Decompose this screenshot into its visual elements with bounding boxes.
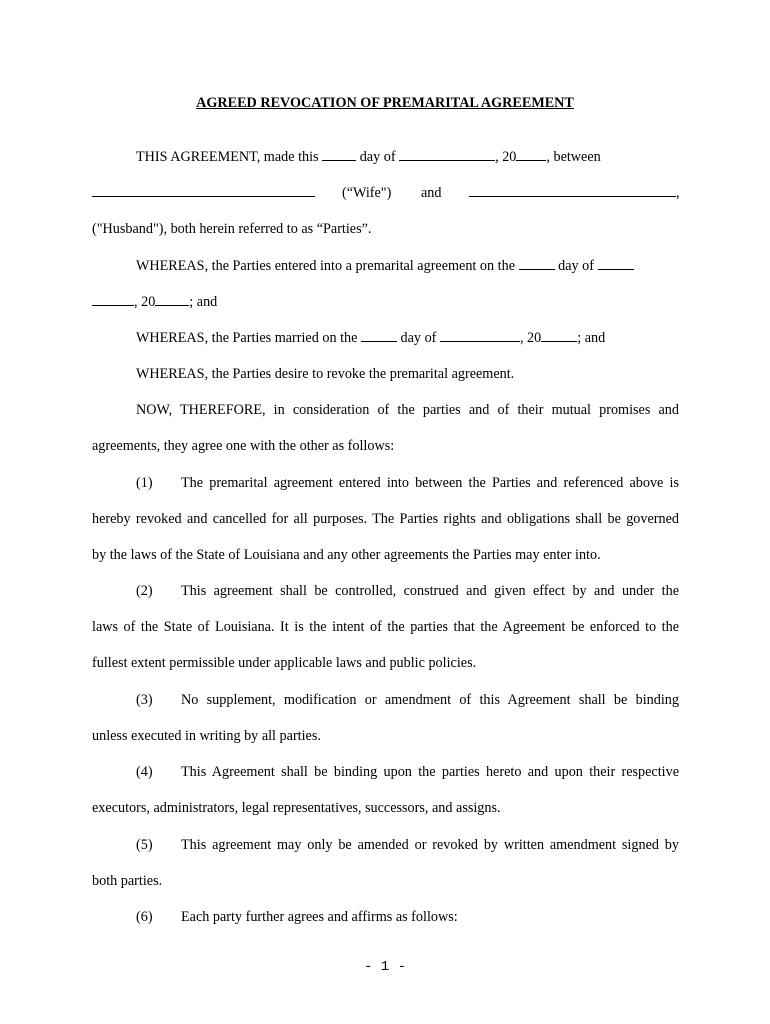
wife-label: (“Wife") bbox=[342, 185, 392, 201]
whereas-1-line-2 bbox=[92, 293, 217, 311]
clause-3-line-1: No supplement, modification or amendment of this Agreement shall be binding bbox=[181, 692, 679, 708]
clause-3 bbox=[136, 691, 679, 709]
whereas-1-month-blank-b[interactable] bbox=[92, 293, 134, 306]
whereas-1-comma-20: , 20 bbox=[134, 294, 156, 310]
whereas-1-text: WHEREAS, the Parties entered into a premarital agreement on the bbox=[136, 258, 515, 274]
whereas-2-end: ; and bbox=[577, 330, 606, 346]
month-blank[interactable] bbox=[399, 148, 495, 161]
husband-name-blank[interactable] bbox=[469, 184, 676, 197]
clause-5 bbox=[136, 836, 679, 854]
intro-line-1 bbox=[136, 148, 601, 166]
whereas-2-day-of: day of bbox=[400, 330, 437, 346]
intro-comma: , bbox=[676, 185, 680, 201]
now-therefore-line-2: agreements, they agree one with the other as follows: bbox=[92, 438, 395, 454]
clause-number: (1) bbox=[136, 475, 153, 491]
page-number: - 1 - bbox=[363, 959, 406, 975]
year-blank[interactable] bbox=[516, 148, 546, 161]
clause-number: (2) bbox=[136, 583, 153, 599]
whereas-1-year-blank[interactable] bbox=[155, 293, 189, 306]
intro-comma-20: , 20 bbox=[495, 149, 517, 165]
whereas-2-line bbox=[136, 329, 605, 347]
clause-2-line-1: This agreement shall be controlled, construed and given effect by and under the bbox=[181, 583, 679, 599]
clause-number: (3) bbox=[136, 692, 153, 708]
clause-4 bbox=[136, 763, 679, 781]
intro-husband-line: ("Husband"), both herein referred to as “Parties”. bbox=[92, 221, 372, 237]
clause-5-line-1: This agreement may only be amended or revoked by written amendment signed by bbox=[181, 837, 679, 853]
intro-made-this: THIS AGREEMENT, made this bbox=[136, 149, 319, 165]
day-blank[interactable] bbox=[322, 148, 356, 161]
document-title: AGREED REVOCATION OF PREMARITAL AGREEMENT bbox=[196, 95, 574, 111]
intro-line-2b bbox=[469, 184, 680, 202]
whereas-1-line-1 bbox=[136, 257, 634, 275]
whereas-3-line: WHEREAS, the Parties desire to revoke the premarital agreement. bbox=[136, 366, 515, 382]
clause-1 bbox=[136, 474, 679, 492]
whereas-1-day-of: day of bbox=[558, 258, 594, 274]
whereas-2-comma-20: , 20 bbox=[519, 330, 542, 346]
clause-4-line-2: executors, administrators, legal representatives, successors, and assigns. bbox=[92, 800, 501, 816]
clause-6-line-1: Each party further agrees and affirms as follows: bbox=[181, 909, 458, 925]
whereas-2-day-blank[interactable] bbox=[361, 329, 397, 342]
whereas-1-day-blank[interactable] bbox=[519, 257, 555, 270]
whereas-2-text: WHEREAS, the Parties married on the bbox=[136, 330, 358, 346]
whereas-1-month-blank-a[interactable] bbox=[598, 257, 634, 270]
clause-1-line-1: The premarital agreement entered into between the Parties and referenced above is bbox=[181, 475, 679, 491]
clause-6 bbox=[136, 908, 458, 926]
clause-1-line-2: hereby revoked and cancelled for all purposes. The Parties rights and obligations shall be governed bbox=[92, 511, 679, 527]
clause-3-line-2: unless executed in writing by all parties. bbox=[92, 728, 321, 744]
whereas-1-end: ; and bbox=[189, 294, 218, 310]
clause-1-line-3: by the laws of the State of Louisiana and any other agreements the Parties may enter into. bbox=[92, 547, 601, 563]
intro-between: , between bbox=[546, 149, 601, 165]
clause-number: (5) bbox=[136, 837, 153, 853]
clause-number: (6) bbox=[136, 909, 153, 925]
now-therefore-line-1: NOW, THEREFORE, in consideration of the parties and of their mutual promises and bbox=[136, 402, 679, 418]
intro-day-of: day of bbox=[359, 149, 396, 165]
clause-5-line-2: both parties. bbox=[92, 873, 163, 889]
clause-4-line-1: This Agreement shall be binding upon the parties hereto and upon their respective bbox=[181, 764, 679, 780]
clause-2-line-2: laws of the State of Louisiana. It is the intent of the parties that the Agreement be enforced to the bbox=[92, 619, 679, 635]
wife-name-blank[interactable] bbox=[92, 184, 315, 197]
whereas-2-year-blank[interactable] bbox=[541, 329, 577, 342]
clause-2-line-3: fullest extent permissible under applicable laws and public policies. bbox=[92, 655, 477, 671]
clause-number: (4) bbox=[136, 764, 153, 780]
intro-line-2 bbox=[92, 184, 315, 202]
clause-2 bbox=[136, 582, 679, 600]
intro-and: and bbox=[421, 185, 442, 201]
whereas-2-month-blank[interactable] bbox=[440, 329, 520, 342]
